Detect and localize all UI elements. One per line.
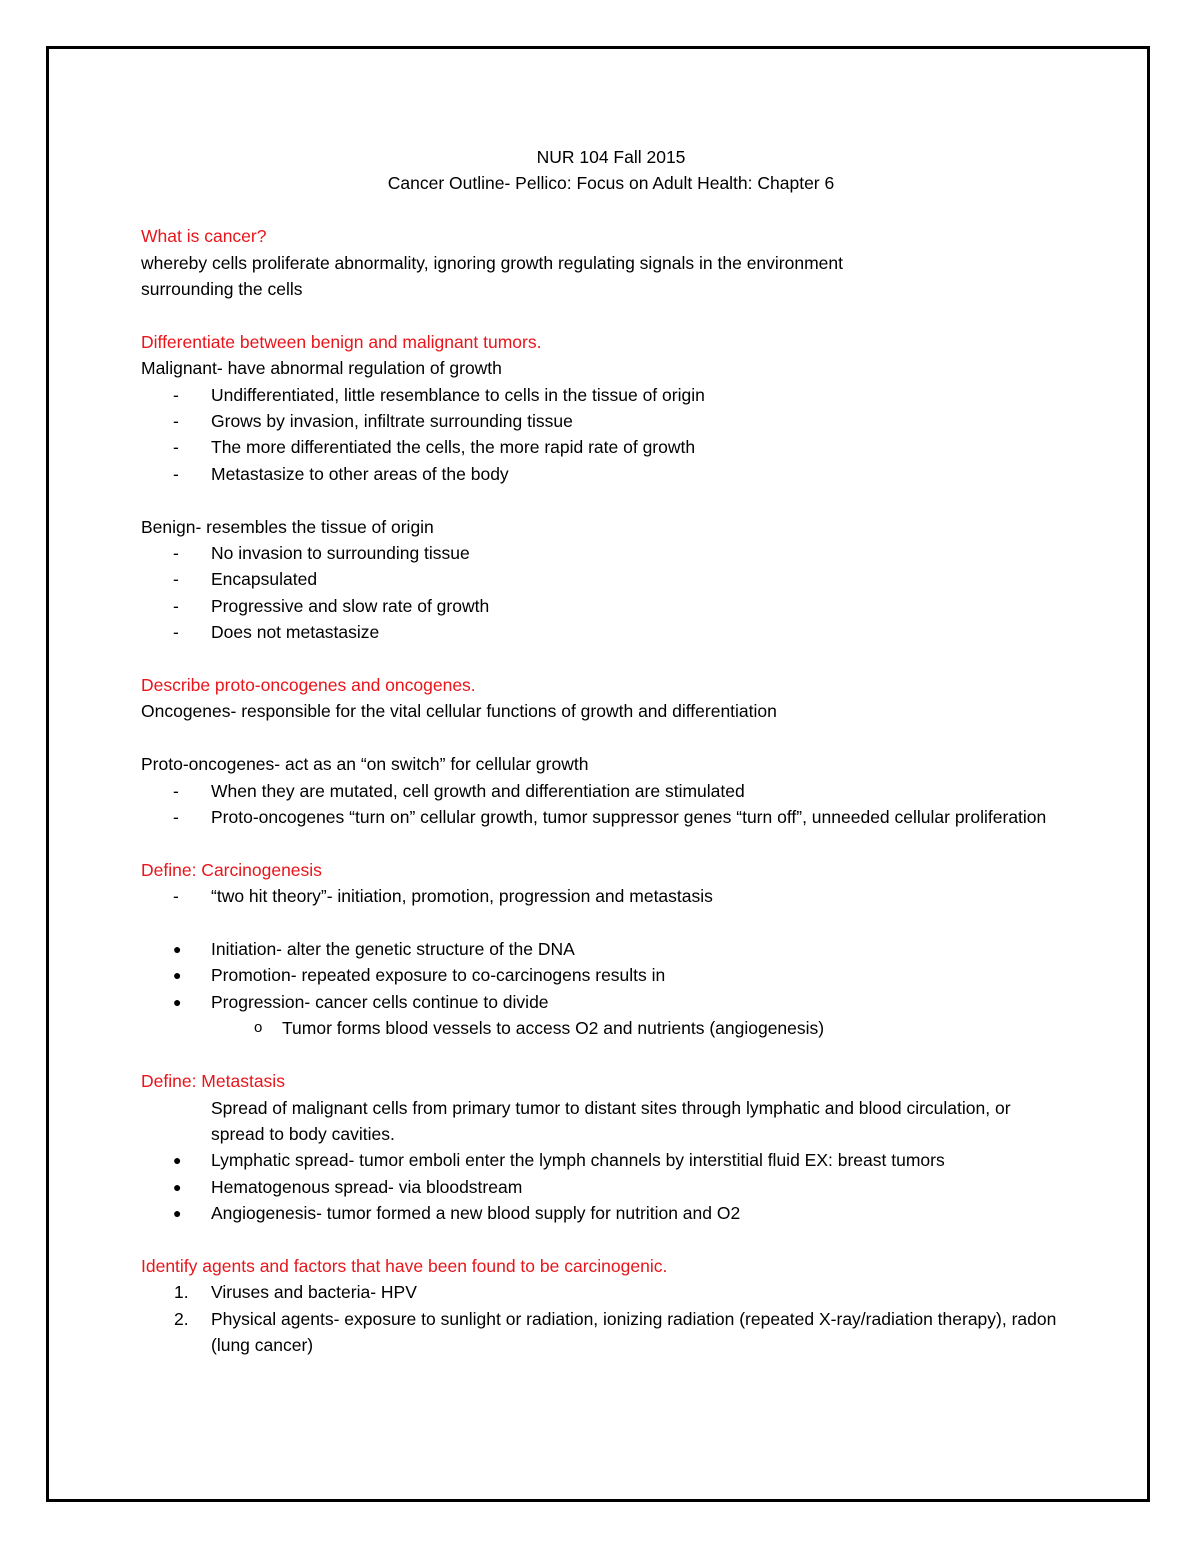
heading-benign-malignant: Differentiate between benign and malignant tumors. — [141, 331, 542, 352]
list-item: ● Lymphatic spread- tumor emboli enter the lymph channels by interstitial fluid EX: breast tumors — [141, 1147, 1081, 1173]
malignant-intro: Malignant- have abnormal regulation of growth — [141, 358, 502, 379]
dash-marker: - — [173, 569, 179, 590]
dash-marker: - — [173, 543, 179, 564]
dash-marker: - — [173, 807, 179, 828]
list-item: ● Promotion- repeated exposure to co-carcinogens results in — [141, 962, 1081, 988]
list-item: ● Progression- cancer cells continue to divide — [141, 989, 1081, 1015]
sub-list-item: o Tumor forms blood vessels to access O2 and nutrients (angiogenesis) — [141, 1015, 1081, 1041]
document-subtitle: Cancer Outline- Pellico: Focus on Adult Health: Chapter 6 — [387, 173, 835, 194]
heading-what-is-cancer: What is cancer? — [141, 226, 267, 247]
heading-carcinogenesis: Define: Carcinogenesis — [141, 859, 322, 880]
numbered-item: 2. Physical agents- exposure to sunlight or radiation, ionizing radiation (repeated X-ray/radiation therapy), radon (lung cancer) — [141, 1306, 1081, 1359]
list-item: - The more differentiated the cells, the more rapid rate of growth — [141, 434, 1081, 460]
heading-oncogenes: Describe proto-oncogenes and oncogenes. — [141, 675, 476, 696]
list-item: ● Initiation- alter the genetic structure of the DNA — [141, 936, 1081, 962]
bullet-icon: ● — [173, 1152, 182, 1169]
metastasis-intro: Spread of malignant cells from primary tumor to distant sites through lymphatic and blood circulation, or spread to body cavities. — [211, 1097, 1011, 1144]
oncogenes-text: Oncogenes- responsible for the vital cellular functions of growth and differentiation — [141, 701, 777, 722]
proto-oncogenes-intro: Proto-oncogenes- act as an “on switch” for cellular growth — [141, 754, 589, 775]
list-item: - Undifferentiated, little resemblance to cells in the tissue of origin — [141, 382, 1081, 408]
bullet-icon: ● — [173, 941, 182, 958]
list-item: - When they are mutated, cell growth and differentiation are stimulated — [141, 778, 1081, 804]
numbered-item: 1. Viruses and bacteria- HPV — [141, 1279, 1081, 1305]
dash-marker: - — [173, 780, 179, 801]
bullet-icon: ● — [173, 1205, 182, 1222]
cancer-definition-line-2: surrounding the cells — [141, 279, 303, 300]
dash-marker: - — [173, 886, 179, 907]
number-marker: 2. — [174, 1308, 189, 1329]
sub-bullet-icon: o — [254, 1019, 263, 1037]
dash-marker: - — [173, 411, 179, 432]
dash-marker: - — [173, 384, 179, 405]
bullet-icon: ● — [173, 1178, 182, 1195]
heading-carcinogenic-agents: Identify agents and factors that have been found to be carcinogenic. — [141, 1255, 668, 1276]
bullet-icon: ● — [173, 993, 182, 1010]
list-item: - Proto-oncogenes “turn on” cellular growth, tumor suppressor genes “turn off”, unneeded cellular proliferation — [141, 804, 1081, 830]
list-item: - Encapsulated — [141, 566, 1081, 592]
course-title: NUR 104 Fall 2015 — [536, 147, 686, 167]
benign-intro: Benign- resembles the tissue of origin — [141, 516, 434, 537]
list-item: - Grows by invasion, infiltrate surrounding tissue — [141, 408, 1081, 434]
dash-marker: - — [173, 595, 179, 616]
bullet-icon: ● — [173, 967, 182, 984]
list-item: ● Angiogenesis- tumor formed a new blood supply for nutrition and O2 — [141, 1200, 1081, 1226]
list-item: - Does not metastasize — [141, 619, 1081, 645]
list-item: - Progressive and slow rate of growth — [141, 593, 1081, 619]
heading-metastasis: Define: Metastasis — [141, 1071, 285, 1092]
dash-marker: - — [173, 437, 179, 458]
dash-marker: - — [173, 463, 179, 484]
document-content — [141, 144, 1081, 1359]
cancer-definition-line-1: whereby cells proliferate abnormality, ignoring growth regulating signals in the environment — [141, 252, 843, 273]
number-marker: 1. — [174, 1282, 189, 1303]
dash-marker: - — [173, 622, 179, 643]
list-item: - No invasion to surrounding tissue — [141, 540, 1081, 566]
list-item: - Metastasize to other areas of the body — [141, 461, 1081, 487]
list-item: ● Hematogenous spread- via bloodstream — [141, 1174, 1081, 1200]
list-item: - “two hit theory”- initiation, promotion, progression and metastasis — [141, 883, 1081, 909]
